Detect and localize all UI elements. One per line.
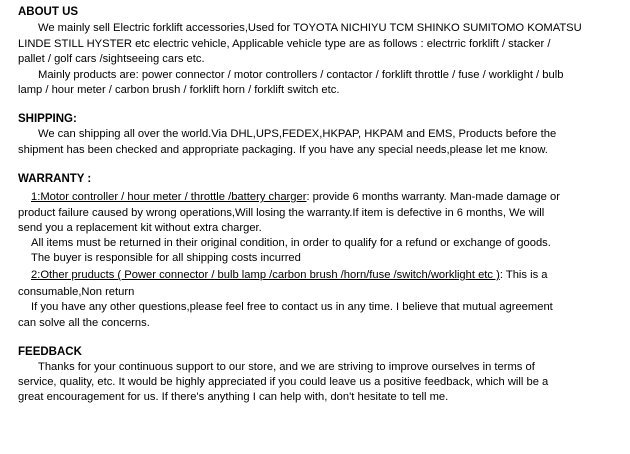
warranty-item-1-line: product failure caused by wrong operations,Will losing the warranty.If item is defective in 6 months, We will bbox=[18, 207, 545, 219]
about-text-line: LINDE STILL HYSTER etc electric vehicle, Applicable vehicle type are as follows : electrric forklift / stacker / bbox=[18, 38, 551, 50]
warranty-item-1-label: 1:Motor controller / hour meter / throttle /battery charger bbox=[31, 191, 307, 203]
warranty-item-2 bbox=[18, 268, 624, 283]
feedback-text-line: Thanks for your continuous support to our store, and we are striving to improve ourselves in terms of bbox=[38, 361, 535, 373]
about-heading: ABOUT US bbox=[18, 6, 79, 18]
warranty-shipping-note: The buyer is responsible for all shipping costs incurred bbox=[31, 252, 301, 264]
feedback-text-line: service, quality, etc. It would be highly appreciated if you could leave us a positive feedback, which will be a bbox=[18, 376, 549, 388]
warranty-heading: WARRANTY : bbox=[18, 173, 92, 185]
warranty-item-2-line: consumable,Non return bbox=[18, 286, 135, 298]
warranty-closing-line: can solve all the concerns. bbox=[18, 317, 150, 329]
feedback-heading: FEEDBACK bbox=[18, 346, 82, 358]
warranty-return-note: All items must be returned in their original condition, in order to qualify for a refund or exchange of goods. bbox=[31, 237, 551, 249]
shipping-heading: SHIPPING: bbox=[18, 113, 77, 125]
about-text-line: We mainly sell Electric forklift accessories,Used for TOYOTA NICHIYU TCM SHINKO SUMITOMO KOMATSU bbox=[38, 22, 582, 34]
warranty-item-2-label: 2:Other pruducts ( Power connector / bulb lamp /carbon brush /horn/fuse /switch/worklight etc ) bbox=[31, 269, 500, 281]
shipping-text-line: We can shipping all over the world.Via DHL,UPS,FEDEX,HKPAP, HKPAM and EMS, Products before the bbox=[38, 128, 557, 140]
about-products-line: lamp / hour meter / carbon brush / forklift horn / forklift switch etc. bbox=[18, 84, 340, 96]
about-text-line: pallet / golf cars /sightseeing cars etc. bbox=[18, 53, 205, 65]
about-products-line: Mainly products are: power connector / motor controllers / contactor / forklift throttle / fuse / worklight / bulb bbox=[38, 69, 564, 81]
feedback-text-line: great encouragement for us. If there's anything I can help with, don't hesitate to tell me. bbox=[18, 391, 449, 403]
warranty-closing-line: If you have any other questions,please feel free to contact us in any time. I believe that mutual agreement bbox=[31, 301, 553, 313]
warranty-item-2-text: : This is a bbox=[499, 269, 548, 281]
shipping-text-line: shipment has been checked and appropriate packaging. If you have any special needs,please let me know. bbox=[18, 144, 548, 156]
warranty-item-1-text: : provide 6 months warranty. Man-made damage or bbox=[306, 191, 560, 203]
warranty-item-1-line: send you a replacement kit without extra charger. bbox=[18, 222, 262, 234]
warranty-item-1 bbox=[18, 190, 624, 205]
